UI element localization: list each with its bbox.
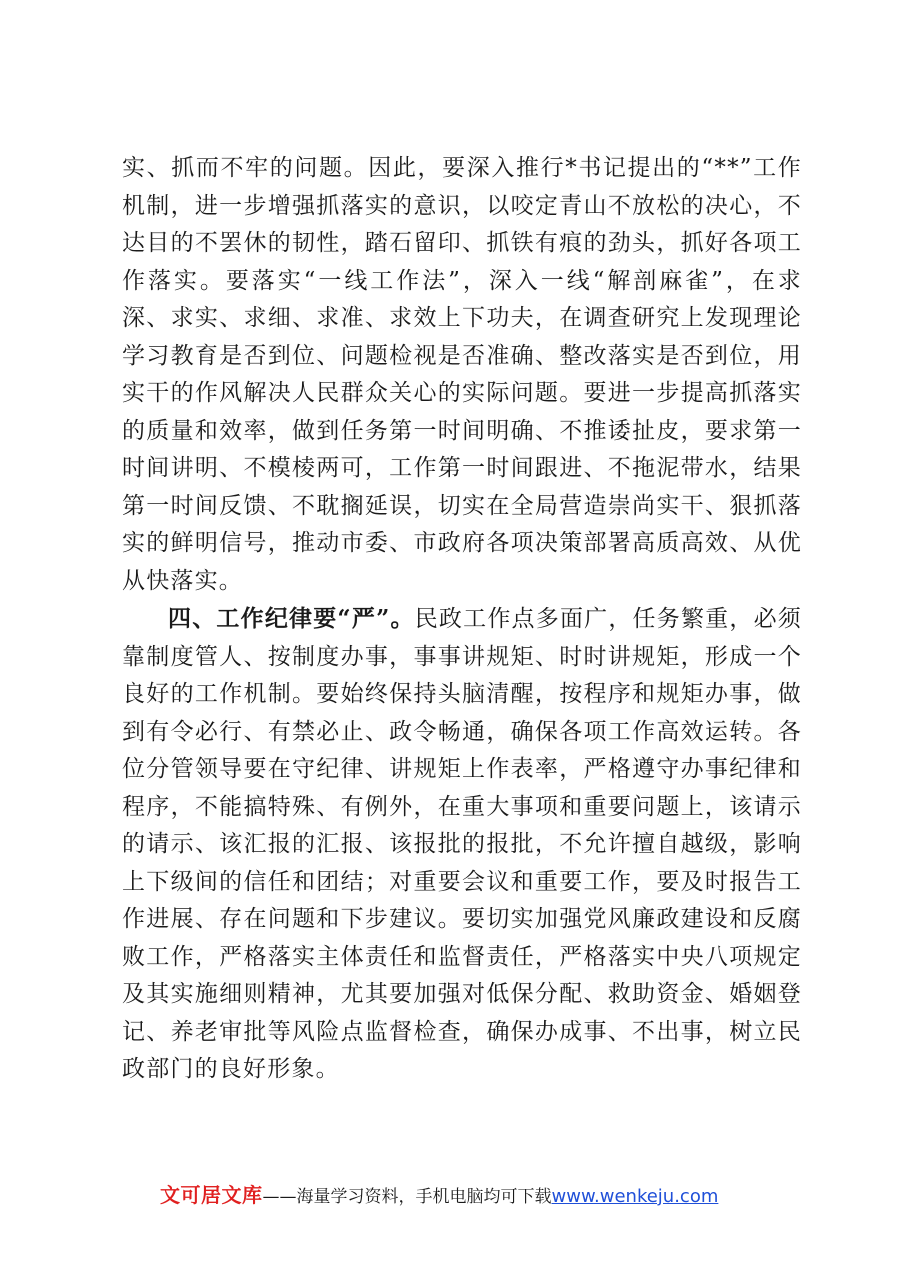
footer-brand: 文可居文库 xyxy=(160,1183,263,1207)
footer-dash: —— xyxy=(262,1187,297,1207)
footer-banner xyxy=(160,1181,800,1211)
document-body xyxy=(122,150,802,1089)
paragraph-continued: 实、抓而不牢的问题。因此，要深入推行*书记提出的“**”工作机制，进一步增强抓落实的意识，以咬定青山不放松的决心，不达目的不罢休的韧性，踏石留印、抓铁有痕的劲头，抓好各项工作落实。要落实“一线工作法”，深入一线“解剖麻雀”，在求深、求实、求细、求准、求效上下功夫，在调查研究上发现理论学习教育是否到位、问题检视是否准确、整改落实是否到位，用实干的作风解决人民群众关心的实际问题。要进一步提高抓落实的质量和效率，做到任务第一时间明确、不推诿扯皮，要求第一时间讲明、不模棱两可，工作第一时间跟进、不拖泥带水，结果第一时间反馈、不耽搁延误，切实在全局营造崇尚实干、狠抓落实的鲜明信号，推动市委、市政府各项决策部署高质高效、从优从快落实。 xyxy=(122,155,802,594)
section-four-body: 民政工作点多面广，任务繁重，必须靠制度管人、按制度办事，事事讲规矩、时时讲规矩，形成一个良好的工作机制。要始终保持头脑清醒，按程序和规矩办事，做到有令必行、有禁必止、政令畅通，确保各项工作高效运转。各位分管领导要在守纪律、讲规矩上作表率，严格遵守办事纪律和程序，不能搞特殊、有例外，在重大事项和重要问题上，该请示的请示、该汇报的汇报、该报批的报批，不允许擅自越级，影响上下级间的信任和团结；对重要会议和重要工作，要及时报告工作进展、存在问题和下步建议。要切实加强党风廉政建设和反腐败工作，严格落实主体责任和监督责任，严格落实中央八项规定及其实施细则精神，尤其要加强对低保分配、救助资金、婚姻登记、养老审批等风险点监督检查，确保办成事、不出事，树立民政部门的良好形象。 xyxy=(122,606,802,1082)
footer-link[interactable]: www.wenkeju.com xyxy=(551,1186,719,1207)
section-four-heading: 四、工作纪律要“严”。 xyxy=(168,605,415,632)
footer-tagline: 海量学习资料，手机电脑均可下载 xyxy=(296,1187,552,1207)
section-four-paragraph xyxy=(122,600,802,1089)
